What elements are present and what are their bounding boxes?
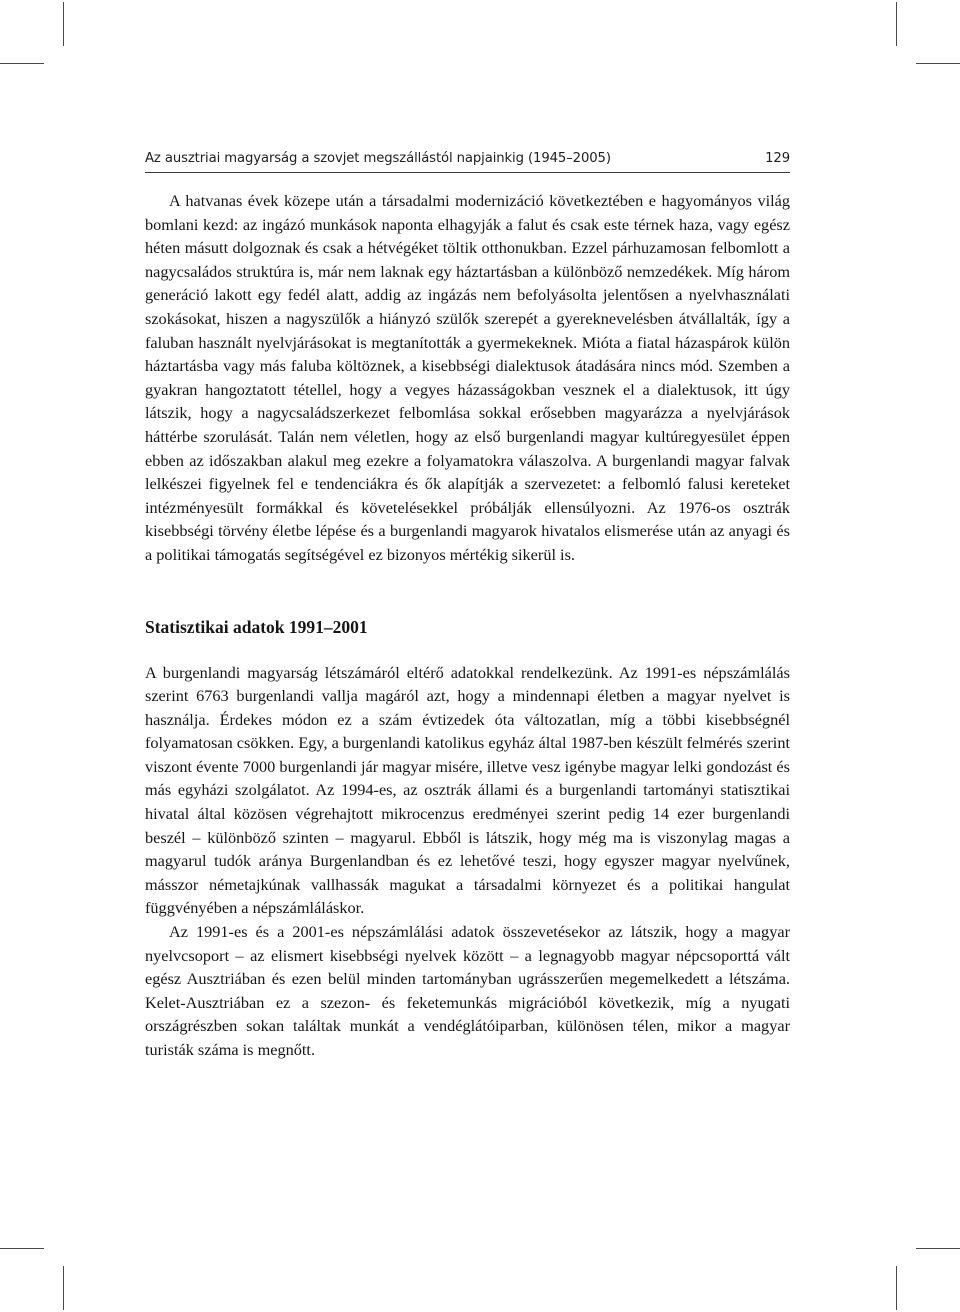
page-number: 129 bbox=[765, 151, 790, 166]
crop-mark bbox=[0, 1248, 44, 1249]
crop-mark bbox=[916, 1248, 960, 1249]
section-heading: Statisztikai adatok 1991–2001 bbox=[145, 616, 368, 637]
running-header bbox=[145, 148, 790, 173]
paragraph: A burgenlandi magyarság létszámáról eltérő adatokkal rendelkezünk. Az 1991-es népszámlálás szerint 6763 burgenlandi vallja magáról azt, hogy a mindennapi életben a magyar nyelvet is használja. Érdekes módon ez a szám évtizedek óta változatlan, míg a többi kisebbségnél folyamatosan csökken. Egy, a burgenlandi katolikus egyház által 1987-ben készült felmérés szerint viszont évente 7000 burgenlandi jár magyar misére, illetve vesz igénybe magyar lelki gondozást és más egyházi szolgálatot. Az 1994-es, az osztrák állami és a burgenlandi tartományi statisztikai hivatal által közösen végrehajtott mikrocenzus eredményei szerint pedig 14 ezer burgenlandi beszél – különböző szinten – magyarul. Ebből is látszik, hogy még ma is viszonylag magas a magyarul tudók aránya Burgenlandban és ez lehetővé teszi, hogy egyszer magyar nyelvűnek, másszor németajkúnak vallhassák magukat a társadalmi környezet és a politikai hangulat függvényében a népszámláláskor. bbox=[145, 662, 790, 918]
running-title: Az ausztriai magyarság a szovjet megszállástól napjainkig (1945–2005) bbox=[145, 151, 611, 166]
crop-mark bbox=[896, 1266, 897, 1310]
crop-mark bbox=[0, 63, 44, 64]
body-text bbox=[145, 189, 790, 1062]
book-page bbox=[145, 148, 790, 1062]
paragraph: A hatvanas évek közepe után a társadalmi modernizáció következtében e hagyományos világ bomlani kezd: az ingázó munkások naponta elhagyják a falut és csak este térnek haza, vagy egész héten másutt dolgoznak és csak a hétvégéket töltik otthonukban. Ezzel párhuzamosan felbomlott a nagycsaládos struktúra is, már nem laknak egy háztartásban a különböző nemzedékek. Míg három generáció lakott egy fedél alatt, addig az ingázás nem befolyásolta jelentősen a nyelvhasználati szokásokat, hiszen a nagyszülők a hiányzó szülők szerepét a gyereknevelésben átvállalták, így a faluban használt nyelvjárásokat is megtanították a gyermekeknek. Mióta a fiatal házaspárok külön háztartásba vagy más faluba költöznek, a kisebbségi dialektusok átadására nincs mód. Szemben a gyakran hangoztatott tétellel, hogy a vegyes házasságokban vesznek el a dialektusok, itt úgy látszik, hogy a nagycsaládszerkezet felbomlása sokkal erősebben magyarázza a nyelvjárások háttérbe szorulását. Talán nem véletlen, hogy az első burgenlandi magyar kultúregyesület éppen ebben az időszakban alakul meg ezekre a folyamatokra válaszolva. A burgenlandi magyar falvak lelkészei figyelnek fel e tendenciákra és ők alapítják a szervezetet: a felbomló falusi kereteket intézményesült formákkal és követelésekkel próbálják ellensúlyozni. Az 1976-os osztrák kisebbségi törvény életbe lépése és a burgenlandi magyarok hivatalos elismerése után az anyagi és a politikai támogatás segítségével ez bizonyos mértékig sikerül is. bbox=[145, 191, 790, 564]
crop-mark bbox=[916, 63, 960, 64]
crop-mark bbox=[63, 2, 64, 46]
crop-mark bbox=[896, 2, 897, 46]
paragraph: Az 1991-es és a 2001-es népszámlálási adatok összevetésekor az látszik, hogy a magyar nyelvcsoport – az elismert kisebbségi nyelvek között – a legnagyobb magyar népcsoporttá vált egész Ausztriában és ezen belül minden tartományban ugrásszerűen megemelkedett a létszáma. Kelet-Ausztriában ez a szezon- és feketemunkás migrációból következik, míg a nyugati országrészben sokan találtak munkát a vendéglátóiparban, különösen télen, mikor a magyar turisták száma is megnőtt. bbox=[145, 922, 790, 1059]
crop-mark bbox=[63, 1266, 64, 1310]
